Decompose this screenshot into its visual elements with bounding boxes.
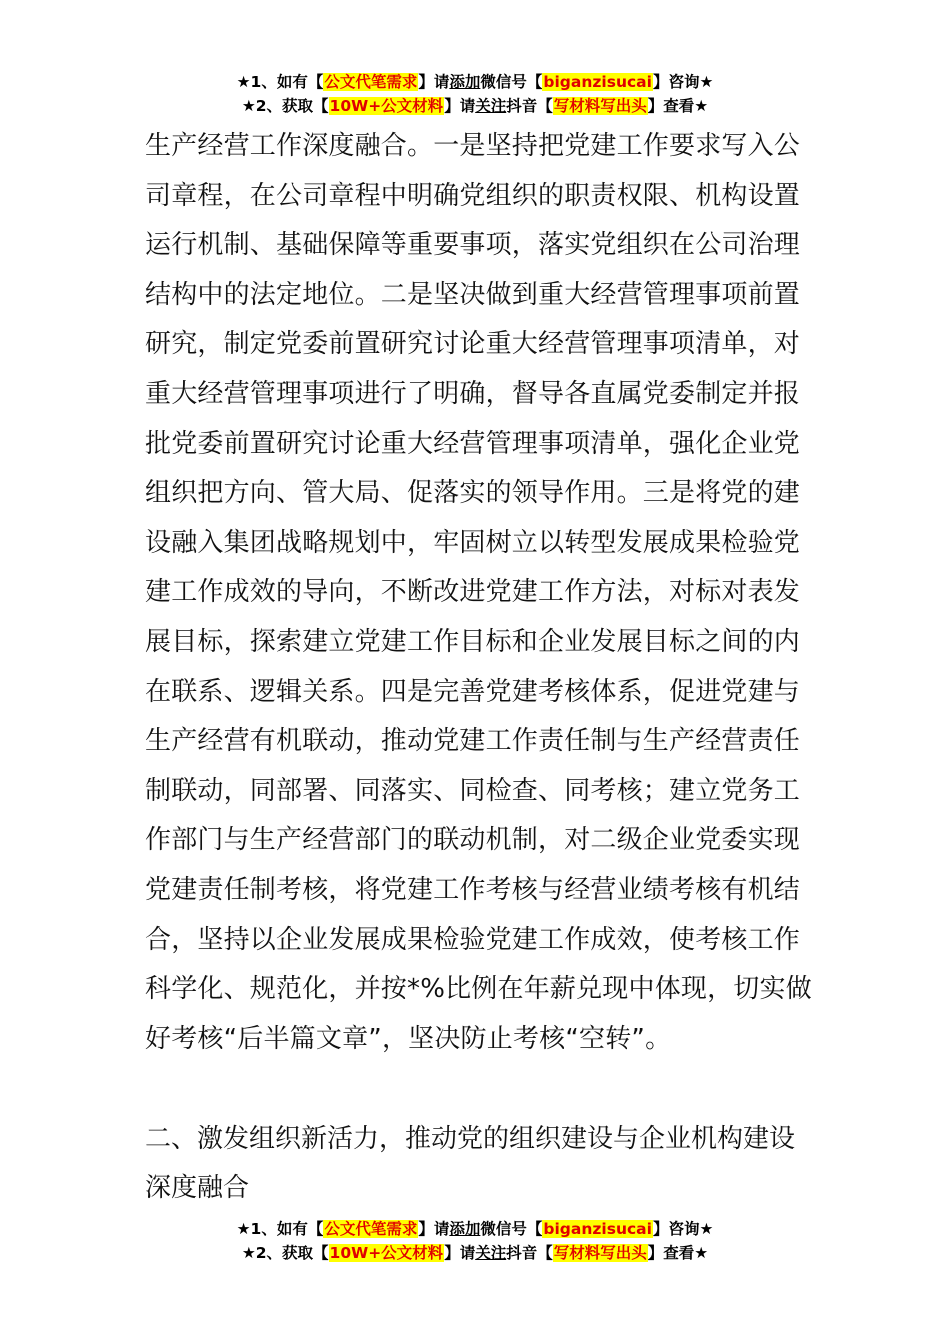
text-line: 展目标，探索建立党建工作目标和企业发展目标之间的内 [145,626,801,657]
banner-text: ★2、获取【 [241,1244,329,1262]
banner-underlined: 关注 [475,97,507,115]
text-line: 运行机制、基础保障等重要事项，落实党组织在公司治理 [145,230,801,261]
banner-highlight: 公文代笔需求 [324,73,418,91]
text-line: 设融入集团战略规划中，牢固树立以转型发展成果检验党 [145,527,801,558]
banner-text: 】请 [418,1220,450,1238]
text-line: 结构中的法定地位。二是坚决做到重大经营管理事项前置 [145,279,801,310]
banner-highlight: 公文代笔需求 [324,1220,418,1238]
banner-underlined: 关注 [475,1244,507,1262]
heading-line: 二、激发组织新活力，推动党的组织建设与企业机构建设 [145,1124,796,1154]
banner-text: 】请 [444,97,476,115]
banner-line-1 [0,70,950,94]
banner-text: ★1、如有【 [236,1220,324,1238]
banner-highlight: biganzisucai [543,1220,652,1238]
banner-text: 微信号【 [480,73,543,91]
text-line: 在联系、逻辑关系。四是完善党建考核体系，促进党建与 [145,676,801,707]
banner-text: 】查看★ [647,1244,709,1262]
heading-line: 深度融合 [145,1173,250,1203]
text-line: 党建责任制考核，将党建工作考核与经营业绩考核有机结 [145,874,801,905]
text-line: 制联动，同部署、同落实、同检查、同考核；建立党务工 [145,775,801,806]
banner-text: ★1、如有【 [236,73,324,91]
text-line: 科学化、规范化，并按*%比例在年薪兑现中体现，切实做 [145,974,812,1005]
text-line: 好考核“后半篇文章”，坚决防止考核“空转”。 [145,1023,672,1054]
banner-text: 】咨询★ [652,1220,714,1238]
banner-highlight: biganzisucai [543,73,652,91]
bottom-banner [0,1217,950,1265]
body-paragraph [145,122,810,1064]
banner-text: 】查看★ [647,97,709,115]
banner-text: 抖音【 [506,1244,553,1262]
banner-highlight: 写材料写出头 [553,1244,647,1262]
text-line: 批党委前置研究讨论重大经营管理事项清单，强化企业党 [145,428,801,459]
banner-text: 】请 [418,73,450,91]
banner-line-2 [0,1241,950,1265]
text-line: 生产经营工作深度融合。一是坚持把党建工作要求写入公 [145,131,801,161]
section-heading [145,1115,810,1213]
text-line: 合，坚持以企业发展成果检验党建工作成效，使考核工作 [145,924,801,955]
banner-highlight: 10W+公文材料 [329,97,444,115]
banner-underlined: 添加 [449,73,481,91]
text-line: 建工作成效的导向，不断改进党建工作方法，对标对表发 [145,577,801,608]
banner-underlined: 添加 [449,1220,481,1238]
banner-text: ★2、获取【 [241,97,329,115]
banner-text: 微信号【 [480,1220,543,1238]
banner-line-2 [0,94,950,118]
banner-text: 抖音【 [506,97,553,115]
top-banner [0,70,950,118]
text-line: 组织把方向、管大局、促落实的领导作用。三是将党的建 [145,478,801,509]
banner-highlight: 写材料写出头 [553,97,647,115]
text-line: 作部门与生产经营部门的联动机制，对二级企业党委实现 [145,825,801,856]
text-line: 研究，制定党委前置研究讨论重大经营管理事项清单，对 [145,329,801,360]
banner-highlight: 10W+公文材料 [329,1244,444,1262]
text-line: 重大经营管理事项进行了明确，督导各直属党委制定并报 [145,378,801,409]
text-line: 生产经营有机联动，推动党建工作责任制与生产经营责任 [145,726,801,757]
banner-line-1 [0,1217,950,1241]
banner-text: 】咨询★ [652,73,714,91]
text-line: 司章程，在公司章程中明确党组织的职责权限、机构设置 [145,180,801,211]
banner-text: 】请 [444,1244,476,1262]
